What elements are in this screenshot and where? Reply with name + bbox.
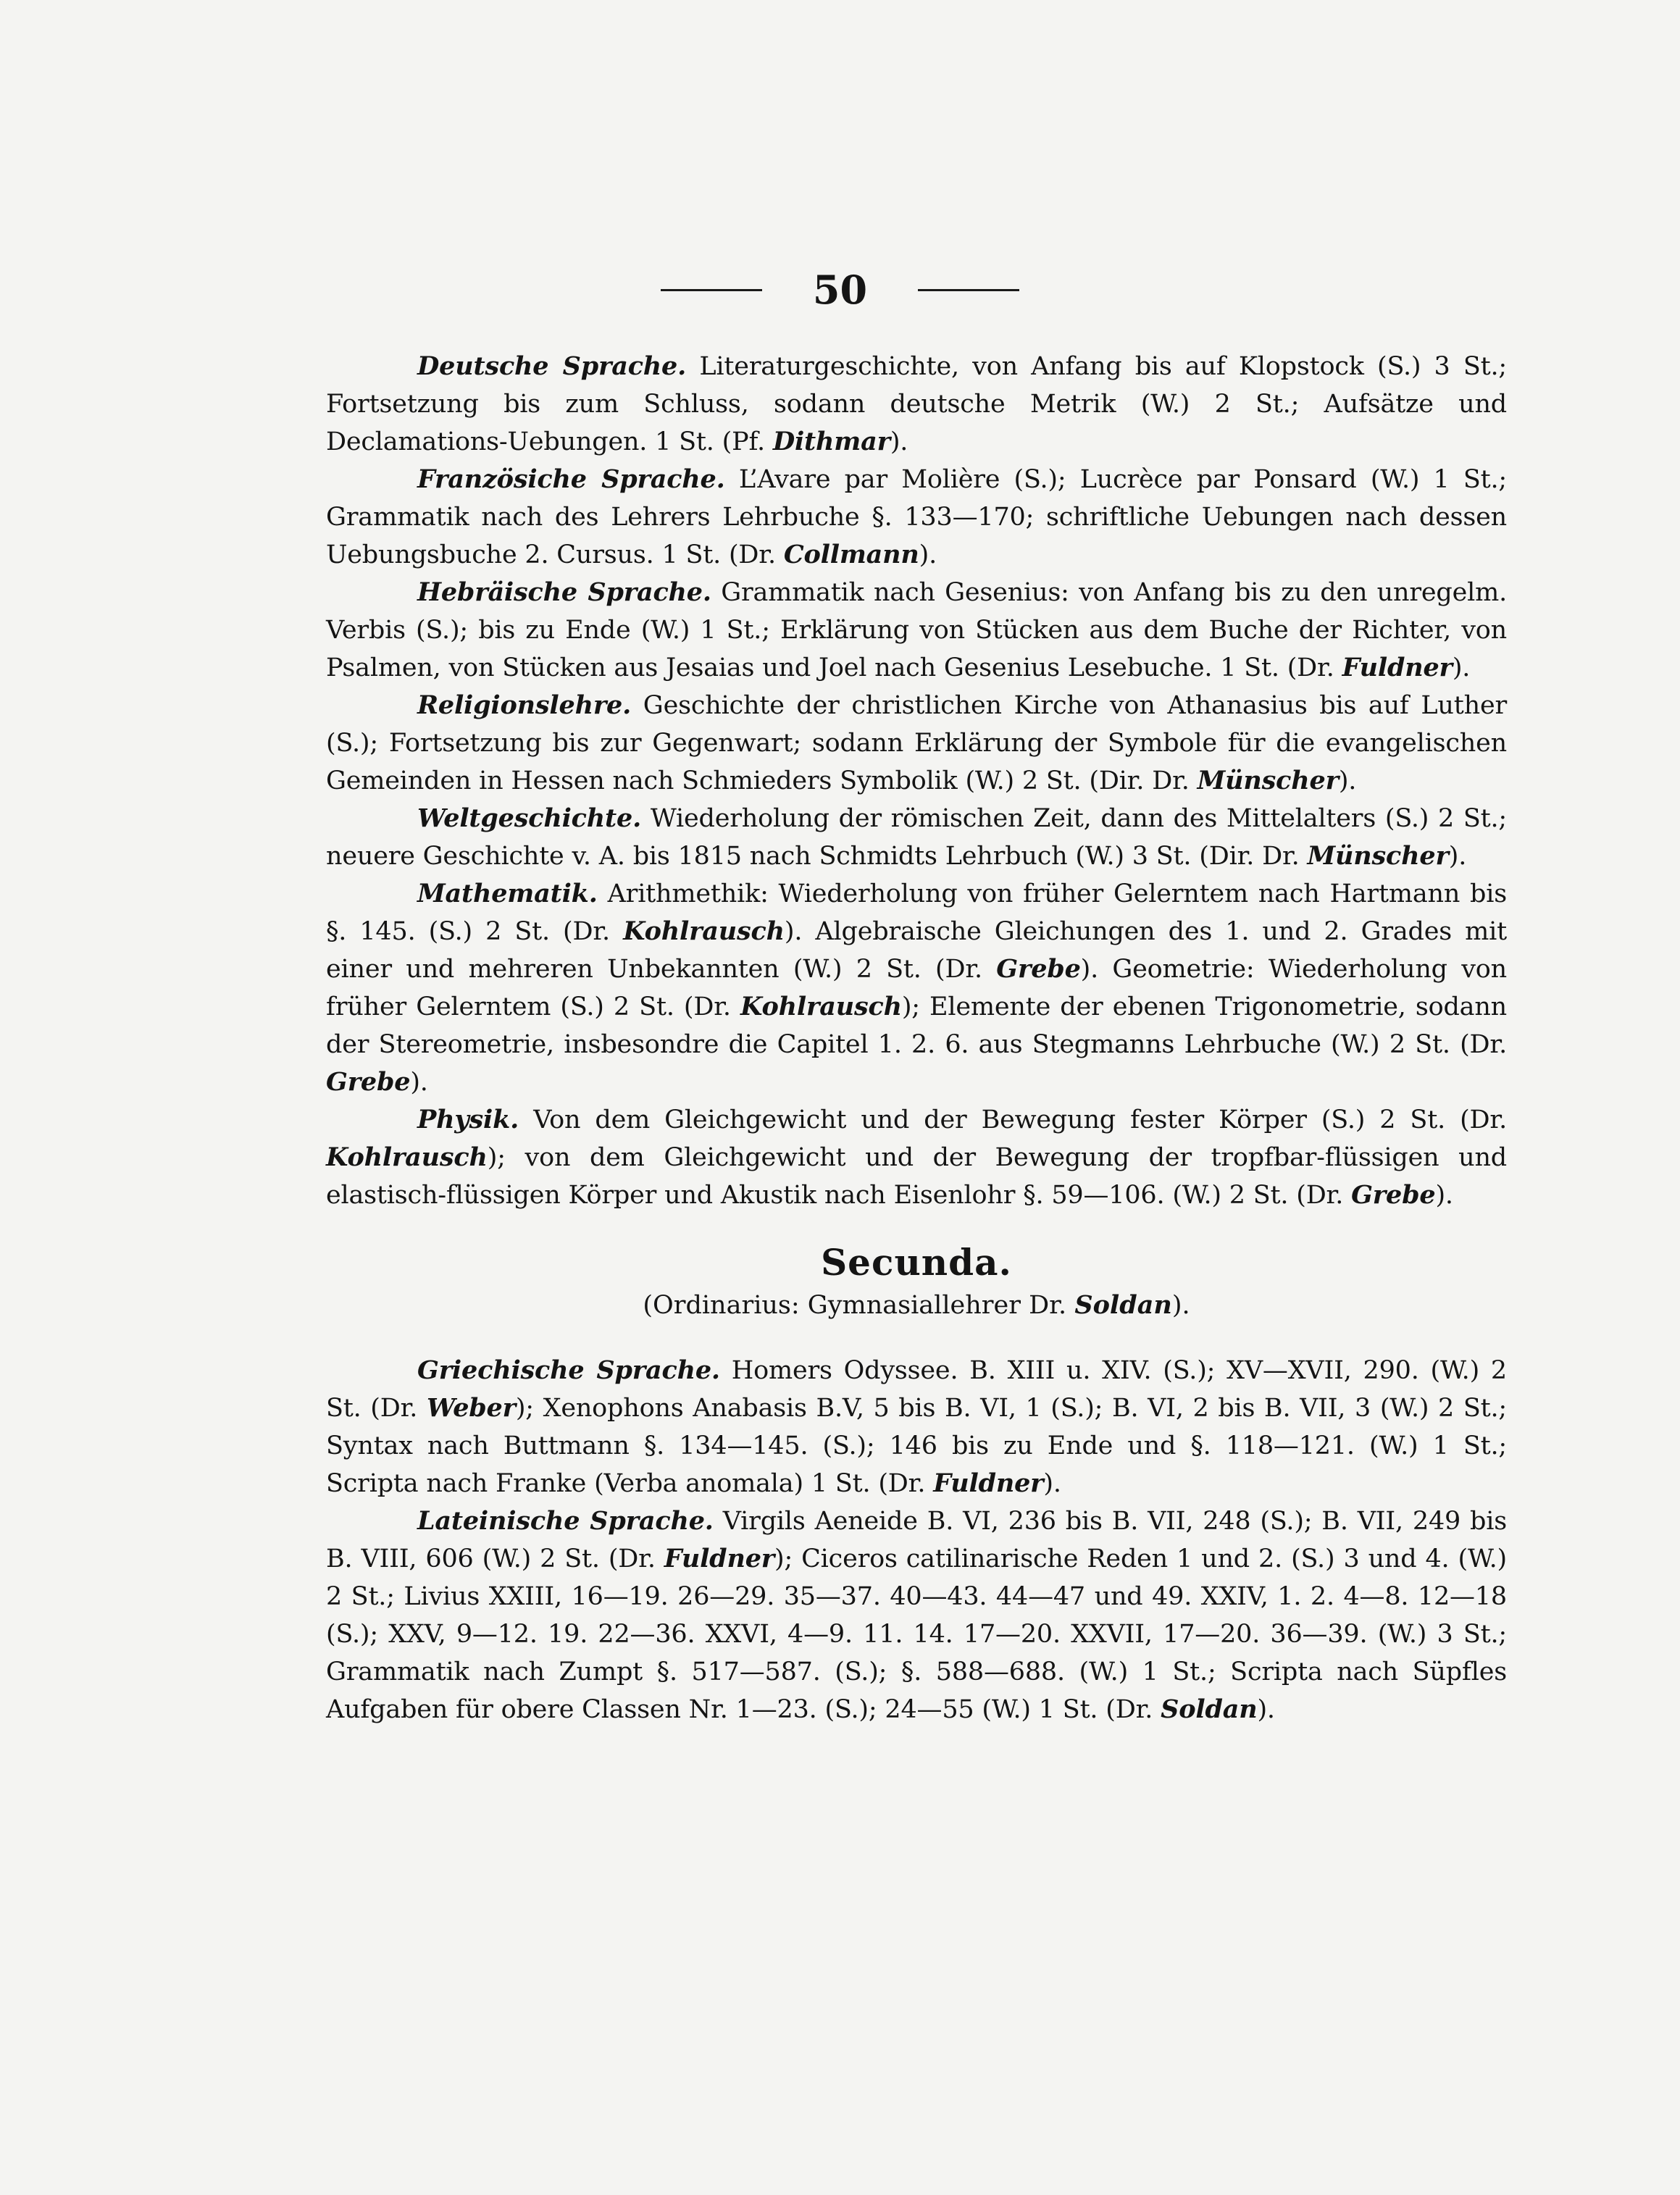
- teacher-name: Fuldner: [664, 1544, 775, 1573]
- page-number: 50: [812, 267, 868, 313]
- subject-label: Weltgeschichte.: [417, 803, 642, 833]
- paragraph-end: ).: [919, 540, 937, 569]
- teacher-name: Kohlrausch: [326, 1142, 488, 1172]
- paragraph-franzoesische-sprache: [326, 461, 1507, 574]
- paragraph-end: ).: [1435, 1181, 1453, 1210]
- paragraph-text: Grammatik nach Gesenius: von Anfang bis zu den unregelm. Verbis (S.); bis zu Ende (W.) 1 St.; Erklärung von Stücken aus dem Buche der Richter, von Psalmen, von Stücken aus Jesaias und Joel nach Gesenius Lesebuche. 1 St. (Dr.: [326, 578, 1508, 682]
- teacher-name: Grebe: [996, 954, 1081, 984]
- ordinarius-line: [326, 1287, 1507, 1324]
- paragraph-text: Homers Odyssee. B. XIII u. XIV. (S.); XV—XVII, 290. (W.) 2 St. (Dr.: [326, 1356, 1507, 1423]
- teacher-name: Weber: [426, 1393, 516, 1423]
- subject-label: Hebräische Sprache.: [417, 577, 711, 607]
- paragraph-end: ).: [410, 1068, 428, 1097]
- page-body: [326, 348, 1507, 1728]
- teacher-name: Collmann: [783, 540, 919, 569]
- paragraph-end: ).: [1452, 653, 1471, 682]
- paragraph-mathematik: [326, 875, 1507, 1101]
- paragraph-text: Von dem Gleichgewicht und der Bewegung fester Körper (S.) 2 St. (Dr.: [519, 1105, 1507, 1134]
- subject-label: Griechische Sprache.: [417, 1355, 720, 1385]
- ordinarius-end: ).: [1171, 1291, 1190, 1320]
- paragraph-deutsche-sprache: [326, 348, 1507, 461]
- paragraph-text: ). Algebraische Gleichungen des 1. und 2. Grades mit einer und mehreren Unbekannten (W.) 2 St. (Dr.: [326, 917, 1507, 984]
- paragraph-hebraeische-sprache: [326, 574, 1507, 687]
- teacher-name: Soldan: [1161, 1694, 1258, 1724]
- subject-label: Deutsche Sprache.: [417, 351, 687, 381]
- paragraph-end: ).: [1257, 1695, 1275, 1724]
- teacher-name: Fuldner: [1342, 653, 1453, 682]
- subject-label: Französiche Sprache.: [417, 464, 725, 494]
- paragraph-text: Arithmethik: Wiederholung von früher Gelerntem nach Hartmann bis §. 145. (S.) 2 St. (Dr.: [326, 879, 1507, 946]
- teacher-name: Grebe: [1351, 1180, 1436, 1210]
- teacher-name: Münscher: [1197, 766, 1339, 795]
- paragraph-text: ). Geometrie: Wiederholung von früher Gelerntem (S.) 2 St. (Dr.: [326, 955, 1507, 1021]
- paragraph-text: Virgils Aeneide B. VI, 236 bis B. VII, 248 (S.); B. VII, 249 bis B. VIII, 606 (W.) 2 St. (Dr.: [326, 1507, 1507, 1573]
- paragraph-text: Geschichte der christlichen Kirche von Athanasius bis auf Luther (S.); Fortsetzung bis zur Gegenwart; sodann Erklärung der Symbole für die evangelischen Gemeinden in Hessen nach Schmieders Symbolik (W.) 2 St. (Dir. Dr.: [326, 691, 1507, 795]
- subject-label: Mathematik.: [417, 879, 598, 908]
- paragraph-physik: [326, 1101, 1507, 1214]
- paragraph-weltgeschichte: [326, 800, 1507, 875]
- paragraph-text: ); Ciceros catilinarische Reden 1 und 2. (S.) 3 und 4. (W.) 2 St.; Livius XXIII, 16—19. 26—29. 35—37. 40—43. 44—47 und 49. XXIV, 1. 2. 4—8. 12—18 (S.); XXV, 9—12. 19. 22—36. XXVI, 4—9. 11. 14. 17—20. XXVII, 17—20. 36—39. (W.) 3 St.; Grammatik nach Zumpt §. 517—587. (S.); §. 588—688. (W.) 1 St.; Scripta nach Süpfles Aufgaben für obere Classen Nr. 1—23. (S.); 24—55 (W.) 1 St. (Dr.: [326, 1544, 1507, 1724]
- paragraph-text: ); Elemente der ebenen Trigonometrie, sodann der Stereometrie, insbesondre die Capitel 1. 2. 6. aus Stegmanns Lehrbuche (W.) 2 St. (Dr.: [326, 992, 1508, 1059]
- header-rule-right: [918, 289, 1019, 291]
- paragraph-religionslehre: [326, 687, 1507, 800]
- teacher-name: Kohlrausch: [740, 992, 902, 1021]
- paragraph-lateinische-sprache: [326, 1502, 1507, 1728]
- paragraph-text: ); Xenophons Anabasis B.V, 5 bis B. VI, 1 (S.); B. VI, 2 bis B. VII, 3 (W.) 2 St.; Syntax nach Buttmann §. 134—145. (S.); 146 bis zu Ende und §. 118—121. (W.) 1 St.; Scripta nach Franke (Verba anomala) 1 St. (Dr.: [326, 1394, 1507, 1498]
- paragraph-text: Literaturgeschichte, von Anfang bis auf Klopstock (S.) 3 St.; Fortsetzung bis zum Schluss, sodann deutsche Metrik (W.) 2 St.; Aufsätze und Declamations-Uebungen. 1 St. (Pf.: [326, 352, 1507, 456]
- paragraph-end: ).: [890, 427, 908, 456]
- subject-label: Lateinische Sprache.: [417, 1506, 714, 1536]
- teacher-name: Grebe: [326, 1067, 411, 1097]
- spacer: [326, 1214, 1507, 1218]
- subject-label: Physik.: [417, 1105, 519, 1134]
- page-header: [0, 261, 1680, 319]
- ordinarius-text: (Ordinarius: Gymnasiallehrer Dr.: [643, 1291, 1075, 1320]
- paragraph-griechische-sprache: [326, 1352, 1507, 1502]
- paragraph-end: ).: [1338, 766, 1357, 795]
- subject-label: Religionslehre.: [417, 690, 632, 720]
- paragraph-text: Wiederholung der römischen Zeit, dann des Mittelalters (S.) 2 St.; neuere Geschichte v. A. bis 1815 nach Schmidts Lehrbuch (W.) 3 St. (Dir. Dr.: [326, 804, 1507, 871]
- paragraph-end: ).: [1448, 842, 1467, 871]
- paragraph-text: L’Avare par Molière (S.); Lucrèce par Ponsard (W.) 1 St.; Grammatik nach des Lehrers Lehrbuche §. 133—170; schriftliche Uebungen nach dessen Uebungsbuche 2. Cursus. 1 St. (Dr.: [326, 465, 1508, 569]
- teacher-name: Soldan: [1074, 1290, 1172, 1320]
- header-rule-left: [661, 289, 762, 291]
- teacher-name: Kohlrausch: [623, 916, 785, 946]
- paragraph-text: ); von dem Gleichgewicht und der Bewegung der tropfbar-flüssigen und elastisch-flüssigen Körper und Akustik nach Eisenlohr §. 59—106. (W.) 2 St. (Dr.: [326, 1143, 1507, 1210]
- teacher-name: Dithmar: [772, 427, 890, 456]
- teacher-name: Münscher: [1307, 841, 1449, 871]
- section-heading-secunda: Secunda.: [821, 1241, 1012, 1284]
- paragraph-end: ).: [1043, 1469, 1061, 1498]
- teacher-name: Fuldner: [933, 1468, 1044, 1498]
